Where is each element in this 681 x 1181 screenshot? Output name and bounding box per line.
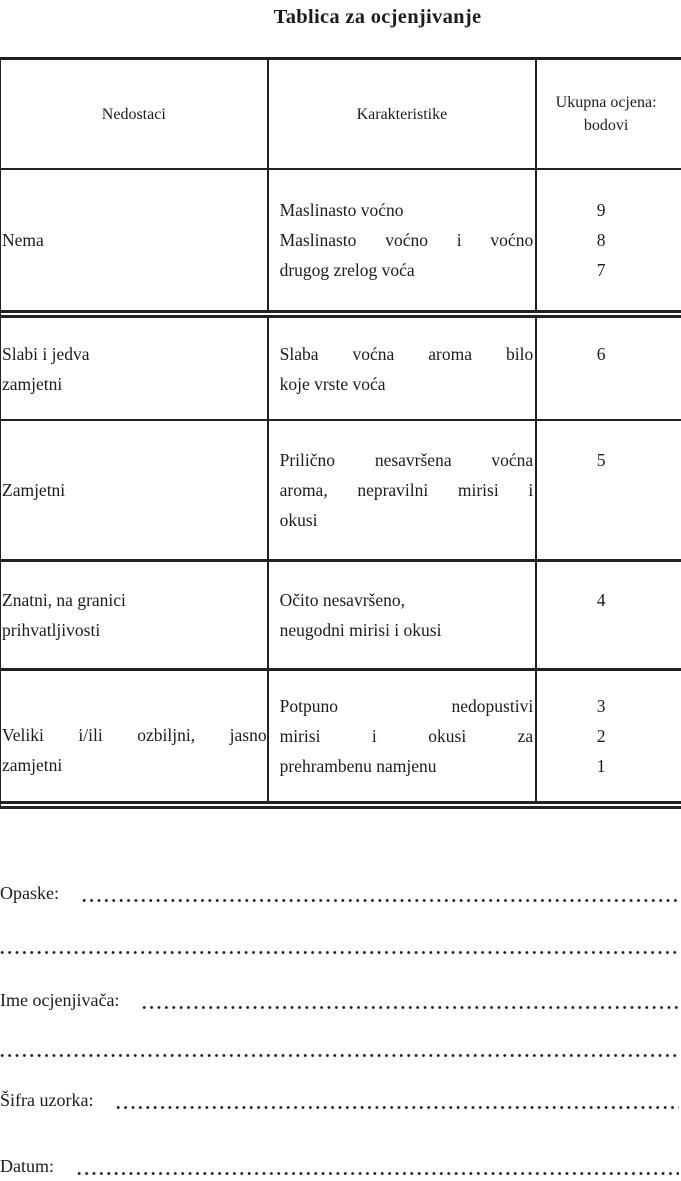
score-value: 3 [596, 696, 606, 716]
cell-line: mirisi i okusi za [279, 726, 534, 746]
remarks-dotted-line [82, 898, 679, 903]
cell-line: zamjetni [2, 755, 63, 775]
score-cell [535, 671, 681, 801]
defects-cell [1, 318, 267, 419]
score-cell [535, 421, 681, 559]
header-label: Karakteristike [356, 105, 448, 123]
cell-line: Zamjetni [2, 480, 66, 500]
cell-line: Očito nesavršeno, [279, 590, 405, 610]
dotted-line [0, 950, 679, 955]
assessor-name-field-row [0, 983, 679, 1013]
cell-line: aroma, nepravilni mirisi i [279, 480, 534, 500]
cell-line: Slabi i jedva [2, 343, 90, 364]
date-dotted-line [77, 1171, 679, 1176]
cell-line: Slaba voćna aroma bilo [279, 343, 534, 364]
sample-code-dotted-line [116, 1105, 679, 1110]
sample-code-label: Šifra uzorka: [0, 1090, 94, 1110]
score-block [597, 195, 606, 285]
characteristics-cell [267, 318, 536, 419]
table-header-row [1, 60, 681, 170]
characteristics-cell [267, 671, 536, 801]
score-block [597, 585, 606, 645]
table-row [1, 562, 681, 671]
remarks-label: Opaske: [0, 883, 59, 903]
cell-line: Znatni, na granici [2, 590, 126, 610]
score-value: 6 [596, 343, 606, 364]
table-row [1, 421, 681, 562]
score-value: 4 [596, 590, 606, 610]
page-title: Tablica za ocjenjivanje [273, 6, 482, 28]
score-block [597, 445, 606, 535]
cell-line: okusi [279, 510, 318, 530]
table-row [1, 671, 681, 809]
header-label: Ukupna ocjena: bodovi [555, 94, 657, 134]
defects-cell [1, 562, 267, 668]
score-value: 5 [596, 450, 606, 470]
cell-line: Potpuno nedopustivi [279, 696, 534, 716]
score-cell [535, 562, 681, 668]
table-row [1, 170, 681, 318]
cell-line: prihvatljivosti [2, 620, 101, 640]
header-label: Nedostaci [101, 105, 166, 123]
score-block [597, 691, 606, 781]
cell-line: drugog zrelog voća [279, 260, 415, 280]
score-cell [535, 318, 681, 419]
cell-line: neugodni mirisi i okusi [279, 620, 442, 640]
characteristics-cell [267, 170, 536, 310]
cell-line: Maslinasto voćno i voćno [279, 230, 534, 250]
cell-line: Maslinasto voćno [279, 200, 404, 220]
assessor-name-label: Ime ocjenjivača: [0, 990, 120, 1010]
date-field-row [0, 1149, 679, 1179]
remarks-continuation-row [0, 928, 679, 958]
cell-line: zamjetni [2, 373, 63, 394]
score-value: 7 [596, 260, 606, 280]
defects-cell [1, 170, 267, 310]
cell-line: prehrambenu namjenu [279, 756, 437, 776]
score-value: 9 [596, 200, 606, 220]
defects-cell [1, 671, 267, 801]
scoring-table [0, 57, 681, 809]
dotted-line [0, 1053, 679, 1058]
header-karakteristike [267, 60, 536, 168]
assessor-name-continuation-row [0, 1031, 679, 1061]
assessor-name-dotted-line [142, 1005, 679, 1010]
characteristics-cell [267, 421, 536, 559]
table-row [1, 318, 681, 421]
characteristics-cell [267, 562, 536, 668]
header-ukupna-ocjena [535, 60, 681, 168]
score-block [597, 339, 606, 399]
cell-line: koje vrste voća [279, 373, 386, 394]
cell-line: Nema [2, 230, 44, 250]
date-label: Datum: [0, 1156, 54, 1176]
score-value: 1 [596, 756, 606, 776]
sample-code-field-row [0, 1083, 679, 1113]
cell-line: Veliki i/ili ozbiljni, jasno [2, 725, 267, 745]
defects-cell [1, 421, 267, 559]
cell-line: Prilično nesavršena voćna [279, 450, 534, 470]
header-nedostaci [1, 60, 267, 168]
score-cell [535, 170, 681, 310]
remarks-field-row [0, 876, 679, 906]
score-value: 2 [596, 726, 606, 746]
score-value: 8 [596, 230, 606, 250]
